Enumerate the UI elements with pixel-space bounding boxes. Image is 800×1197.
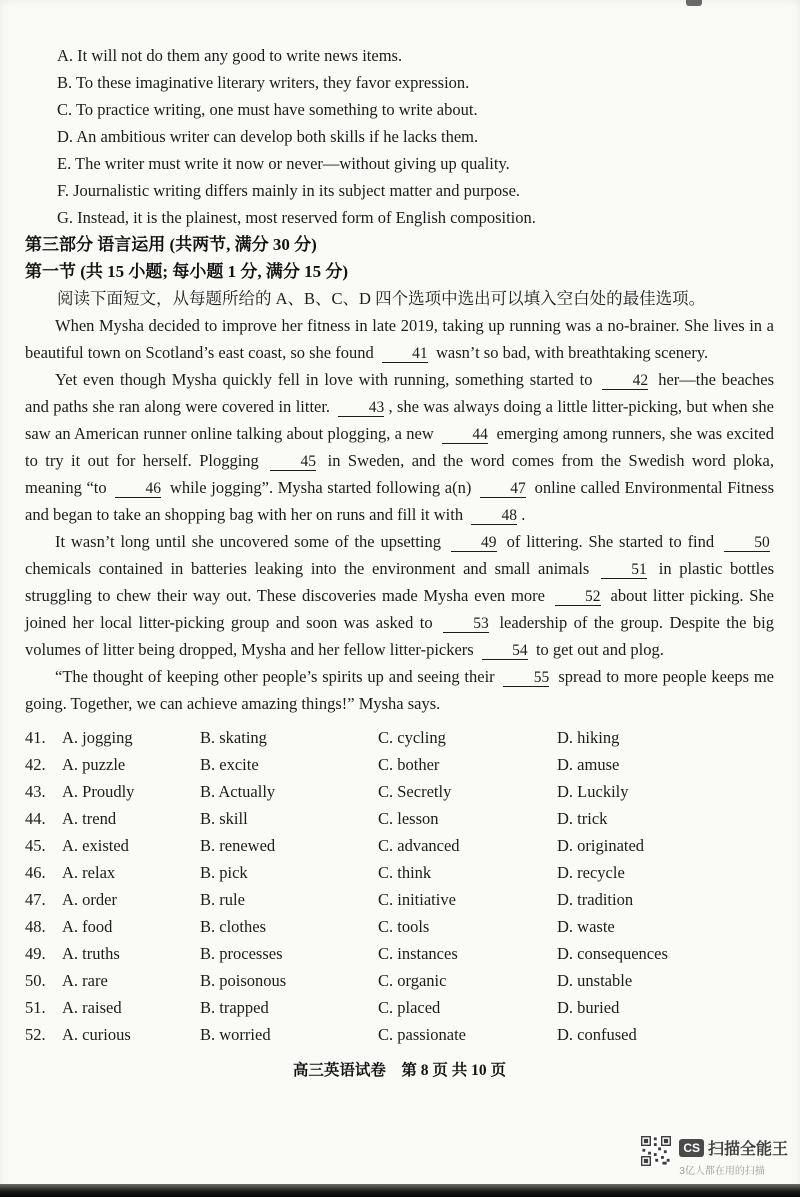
option-d: D. trick [557,809,608,828]
question-row [25,832,774,859]
option-c: C. passionate [378,1025,466,1044]
option-a: A. trend [62,809,117,828]
camscanner-logo-icon: CS [679,1139,704,1157]
question-number: 49. [25,944,46,963]
cloze-blank-50: 50 [724,535,770,552]
option-c: C. lesson [378,809,439,828]
question-row [25,886,774,913]
cloze-instruction: 阅读下面短文，从每题所给的 A、B、C、D 四个选项中选出可以填入空白处的最佳选项。 [57,289,706,308]
option-d: D. hiking [557,728,620,747]
question-row [25,967,774,994]
passage-paragraph: Yet even though Mysha quickly fell in love with running, something started to 42 her—the beaches and paths she ran along were covered in litter. 43 , she was always doing a little litter-picking, but when she saw an American runner online talking about plogging, a new 44 emerging among runners, she was excited to try it out for herself. Plogging 45 in Sweden, and the word comes from the Swedish word ploka, meaning “to 46 while jogging”. Mysha started following a(n) 47 online called Environmental Fitness and began to take an shopping bag with her on runs and fill it with 48 . [25,370,775,524]
option-statement: A. It will not do them any good to write news items. [57,46,403,65]
option-statement: F. Journalistic writing differs mainly in its subject matter and purpose. [57,181,521,200]
cloze-blank-49: 49 [451,535,497,552]
option-d: D. recycle [557,863,625,882]
passage-paragraph: When Mysha decided to improve her fitness in late 2019, taking up running was a no-brainer. She lives in a beautiful town on Scotland’s east coast, so she found 41 wasn’t so bad, with breathtaking scenery. [25,316,774,362]
option-b: B. Actually [200,782,276,801]
question-row [25,805,774,832]
question-row [25,1021,774,1048]
option-b: B. poisonous [200,971,287,990]
cloze-blank-41: 41 [382,346,428,363]
option-d: D. buried [557,998,620,1017]
option-c: C. advanced [378,836,460,855]
option-b: B. clothes [200,917,266,936]
option-a: A. Proudly [62,782,135,801]
option-a: A. existed [62,836,129,855]
option-b: B. skating [200,728,267,747]
option-d: D. unstable [557,971,633,990]
option-statement: E. The writer must write it now or never—without giving up quality. [57,154,510,173]
option-b: B. skill [200,809,248,828]
option-c: C. tools [378,917,430,936]
question-number: 50. [25,971,46,990]
cloze-passage [25,312,774,717]
option-statement: B. To these imaginative literary writers, they favor expression. [57,73,470,92]
option-b: B. processes [200,944,283,963]
option-a: A. food [62,917,113,936]
option-d: D. confused [557,1025,637,1044]
question-row [25,751,774,778]
option-c: C. instances [378,944,458,963]
option-statement: D. An ambitious writer can develop both skills if he lacks them. [57,127,479,146]
option-d: D. waste [557,917,615,936]
question-number: 52. [25,1025,46,1044]
option-c: C. placed [378,998,441,1017]
cloze-blank-53: 53 [443,616,489,633]
question-number: 41. [25,728,46,747]
question-row [25,994,774,1021]
question-number: 45. [25,836,46,855]
cloze-blank-51: 51 [601,562,647,579]
watermark-tagline: 3亿人都在用的扫描 [679,1166,765,1177]
option-c: C. bother [378,755,440,774]
cloze-blank-54: 54 [482,643,528,660]
scan-edge-shadow [0,1184,800,1197]
cloze-blank-52: 52 [555,589,601,606]
option-a: A. rare [62,971,108,990]
option-c: C. Secretly [378,782,452,801]
question-number: 46. [25,863,46,882]
option-b: B. trapped [200,998,269,1017]
scan-artifact-mark [686,0,702,6]
option-statement: G. Instead, it is the plainest, most reserved form of English composition. [57,208,536,227]
passage-paragraph: It wasn’t long until she uncovered some of the upsetting 49 of littering. She started to find 50 chemicals contained in batteries leaking into the environment and small animals 51 in plastic bottles struggling to chew their way out. These discoveries made Mysha even more 52 about litter picking. She joined her local litter-picking group and soon was asked to 53 leadership of the group. Despite the big volumes of litter being dropped, Mysha and her fellow litter-pickers 54 to get out and plog. [25,532,775,659]
watermark-brand: 扫描全能王 [707,1141,788,1158]
option-d: D. Luckily [557,782,629,801]
option-d: D. originated [557,836,645,855]
cloze-blank-47: 47 [480,481,526,498]
option-a: A. raised [62,998,122,1017]
option-a: A. relax [62,863,116,882]
option-a: A. jogging [62,728,133,747]
question-number: 51. [25,998,46,1017]
option-statements [25,42,774,231]
qr-code-icon [641,1136,671,1166]
question-row [25,778,774,805]
cloze-blank-42: 42 [602,373,648,390]
question-number: 47. [25,890,46,909]
question-number: 43. [25,782,46,801]
cloze-blank-55: 55 [503,670,549,687]
option-a: A. truths [62,944,120,963]
cloze-blank-46: 46 [115,481,161,498]
watermark-text-block [679,1136,788,1177]
question-number: 42. [25,755,46,774]
option-c: C. initiative [378,890,456,909]
option-a: A. order [62,890,117,909]
option-a: A. puzzle [62,755,126,774]
question-row [25,724,774,751]
watermark-brand-row [679,1136,788,1159]
option-d: D. tradition [557,890,634,909]
option-b: B. renewed [200,836,276,855]
camscanner-watermark [641,1136,788,1177]
question-table [25,724,774,1048]
passage-paragraph: “The thought of keeping other people’s spirits up and seeing their 55 spread to more people keeps me going. Together, we can achieve amazing things!” Mysha says. [25,667,774,713]
option-b: B. excite [200,755,259,774]
question-row [25,913,774,940]
option-a: A. curious [62,1025,131,1044]
cloze-blank-48: 48 [471,508,517,525]
option-d: D. consequences [557,944,668,963]
page-footer: 高三英语试卷 第 8 页 共 10 页 [292,1062,507,1079]
option-c: C. organic [378,971,447,990]
option-d: D. amuse [557,755,620,774]
option-statement: C. To practice writing, one must have something to write about. [57,100,478,119]
question-row [25,940,774,967]
cloze-blank-44: 44 [442,427,488,444]
section1-heading: 第一节 (共 15 小题; 每小题 1 分, 满分 15 分) [25,262,348,281]
question-number: 48. [25,917,46,936]
question-number: 44. [25,809,46,828]
cloze-blank-45: 45 [270,454,316,471]
option-c: C. cycling [378,728,446,747]
part3-heading: 第三部分 语言运用 (共两节, 满分 30 分) [25,235,317,254]
option-c: C. think [378,863,432,882]
option-b: B. pick [200,863,248,882]
option-b: B. worried [200,1025,271,1044]
cloze-blank-43: 43 [338,400,384,417]
option-b: B. rule [200,890,245,909]
question-row [25,859,774,886]
